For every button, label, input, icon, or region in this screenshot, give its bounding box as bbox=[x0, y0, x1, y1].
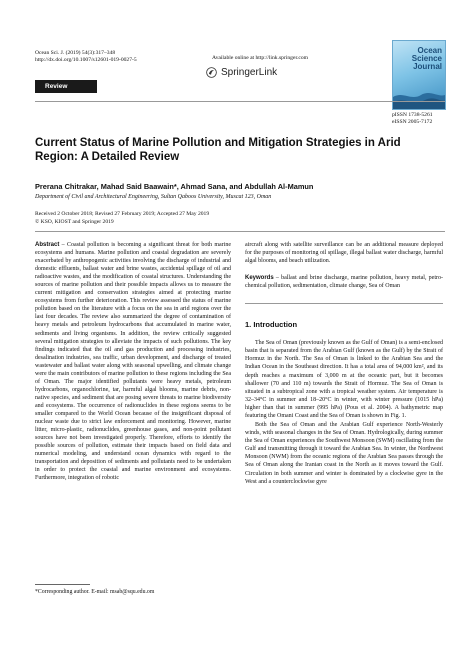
abstract-section bbox=[35, 241, 231, 482]
abstract-label: Abstract bbox=[35, 242, 60, 248]
affiliation: Department of Civil and Architectural Engineering, Sultan Qaboos University, Muscat 123, Oman bbox=[35, 194, 272, 200]
header-divider bbox=[35, 101, 445, 102]
journal-cover-image bbox=[392, 40, 446, 110]
cover-title: Ocean Science Journal bbox=[411, 46, 442, 71]
received-dates: Received 2 October 2018; Revised 27 February 2019; Accepted 27 May 2019 bbox=[35, 211, 210, 217]
springerlink-brand[interactable] bbox=[206, 67, 277, 78]
eissn: eISSN 2005-7172 bbox=[392, 119, 433, 126]
keywords-text: – ballast and brine discharge, marine pollution, heavy metal, petro-chemical pollution, sedimentation, climate change, Sea of Oman bbox=[245, 275, 444, 290]
keywords-label: Keywords bbox=[245, 275, 274, 281]
title-divider bbox=[35, 231, 445, 232]
springerlink-label: SpringerLink bbox=[221, 67, 278, 78]
journal-meta bbox=[35, 50, 195, 64]
section-heading-introduction: 1. Introduction bbox=[245, 320, 298, 329]
article-type-badge: Review bbox=[35, 80, 97, 93]
keywords-divider bbox=[245, 303, 443, 304]
issn-block bbox=[392, 112, 462, 126]
copyright-line: © KSO, KIOST and Springer 2019 bbox=[35, 219, 114, 225]
introduction-body bbox=[245, 339, 443, 486]
pissn: pISSN 1738-5261 bbox=[392, 112, 433, 118]
cover-wave-graphic bbox=[393, 87, 446, 109]
doi-link[interactable]: http://dx.doi.org/10.1007/s12601-019-0027-5 bbox=[35, 57, 137, 64]
keywords-section bbox=[245, 274, 443, 290]
journal-ref: Ocean Sci. J. (2019) 54(3):317–348 bbox=[35, 50, 116, 56]
online-availability[interactable]: Available online at http://link.springer.com bbox=[211, 55, 309, 61]
corresponding-author-footnote: *Corresponding author. E-mail: msab@squ.edu.om bbox=[35, 589, 155, 595]
author-list: Prerana Chitrakar, Mahad Said Baawain*, Ahmad Sana, and Abdullah Al-Mamun bbox=[35, 182, 314, 191]
footnote-rule bbox=[35, 584, 90, 585]
article-title: Current Status of Marine Pollution and Mitigation Strategies in Arid Region: A Detailed Review bbox=[35, 137, 401, 163]
intro-paragraph-1: The Sea of Oman (previously known as the Gulf of Oman) is a semi-enclosed basin that is separated from the Arabian Gulf (known as the Gulf) by the Strait of Hormuz in the North. The Sea of Oman is linked to the Arabian Sea and the Indian Ocean in the Southeast direction. It has a total area of 94,000 km², and its depth reaches a maximum of 3,000 m at the oceanic part, but it becomes shallower (70 and 110 m) towards the Strait of Hormuz. The Sea of Oman is situated in a subtropical zone with a tropical weather system. Air temperature is 32–34°C in summer and 18–20°C in winter, with winter pressure (1015 hPa) higher than that in summer (995 hPa) (Pous et al. 2004). A bathymetric map featuring the Omani Coast and the Sea of Oman is shown in Fig. 1. bbox=[245, 340, 443, 420]
abstract-text: – Coastal pollution is becoming a significant threat for both marine ecosystems and humans. Marine pollution and coastal degradation are severely exacerbated by anthropogenic activities involving the discharge of industrial and domestic effluents, ballast water and brine wastes, accidental spillage of oil and radioactive wastes, and the modification of coastal structures. Understanding the sources of marine pollution and their possible impacts allows us to measure the current mitigation and conservation strategies aimed at protecting marine ecosystems from further deterioration. This review assessed the status of marine pollution based on the literature with a focus on the sea in arid regions over the last four decades. The review also summarized the degree of contamination of heavy metals and petroleum hydrocarbons that accumulated in marine water, sediments and living organisms. In addition, the review critically suggested several mitigation strategies to alleviate the impacts of such pollutions. The key findings indicated that the oil and gas production and processing industries, desalination industries, sea traffic, urban development, and discharge of treated wastewater and ballast water along with seasonal upwelling, and climate change were the main contributors of marine pollution to these regions including the Sea of Oman. The major identified pollutants were heavy metals, petroleum hydrocarbons, organochlorine, tar, harmful algal blooms, marine debris, non-native species, and sediment that are posing severe threats to marine biodiversity and ecosystems. The occurrence of radionuclides in these regions seems to be smaller compared to the World Ocean because of the insignificant disposal of nuclear waste due to strict law enforcement and monitoring. However, marine litter, micro-plastic, radionuclides, greenhouse gases, and non-point pollutant sources have not been investigated properly. Therefore, efforts to identify the possible sources of pollution, estimate their impacts based on field data and numerical modeling, and understand ocean dynamics with regard to the transportation and deposition of sediments and pollutants need to be undertaken in order to protect the coastal and marine environment and ecosystems. Furthermore, integration of robotic bbox=[35, 242, 232, 482]
abstract-continuation: aircraft along with satellite surveillance can be an additional measure deployed for the purposes of monitoring oil spillage, illegal ballast water discharge, harmful algal blooms, and beach utilization. bbox=[245, 242, 443, 265]
intro-paragraph-2: Both the Sea of Oman and the Arabian Gulf experience North-Westerly winds, with seasonal changes in the Sea of Oman. Hydrologically, during summer the Sea of Oman experiences the Southwest Monsoon (SWM) oscillating from the Gulf and transmitting through it toward the Arabian Sea. In winter, the Northwest Monsoon (NWM) from the oceanic regions of the Arabian Sea passes through the Sea of Oman along the Iranian coast in the North as it moves toward the Gulf. Circulation in both summer and winter is dominated by a clockwise gyre in the West and a counterclockwise gyre bbox=[245, 421, 443, 485]
springerlink-logo-icon bbox=[206, 67, 217, 78]
